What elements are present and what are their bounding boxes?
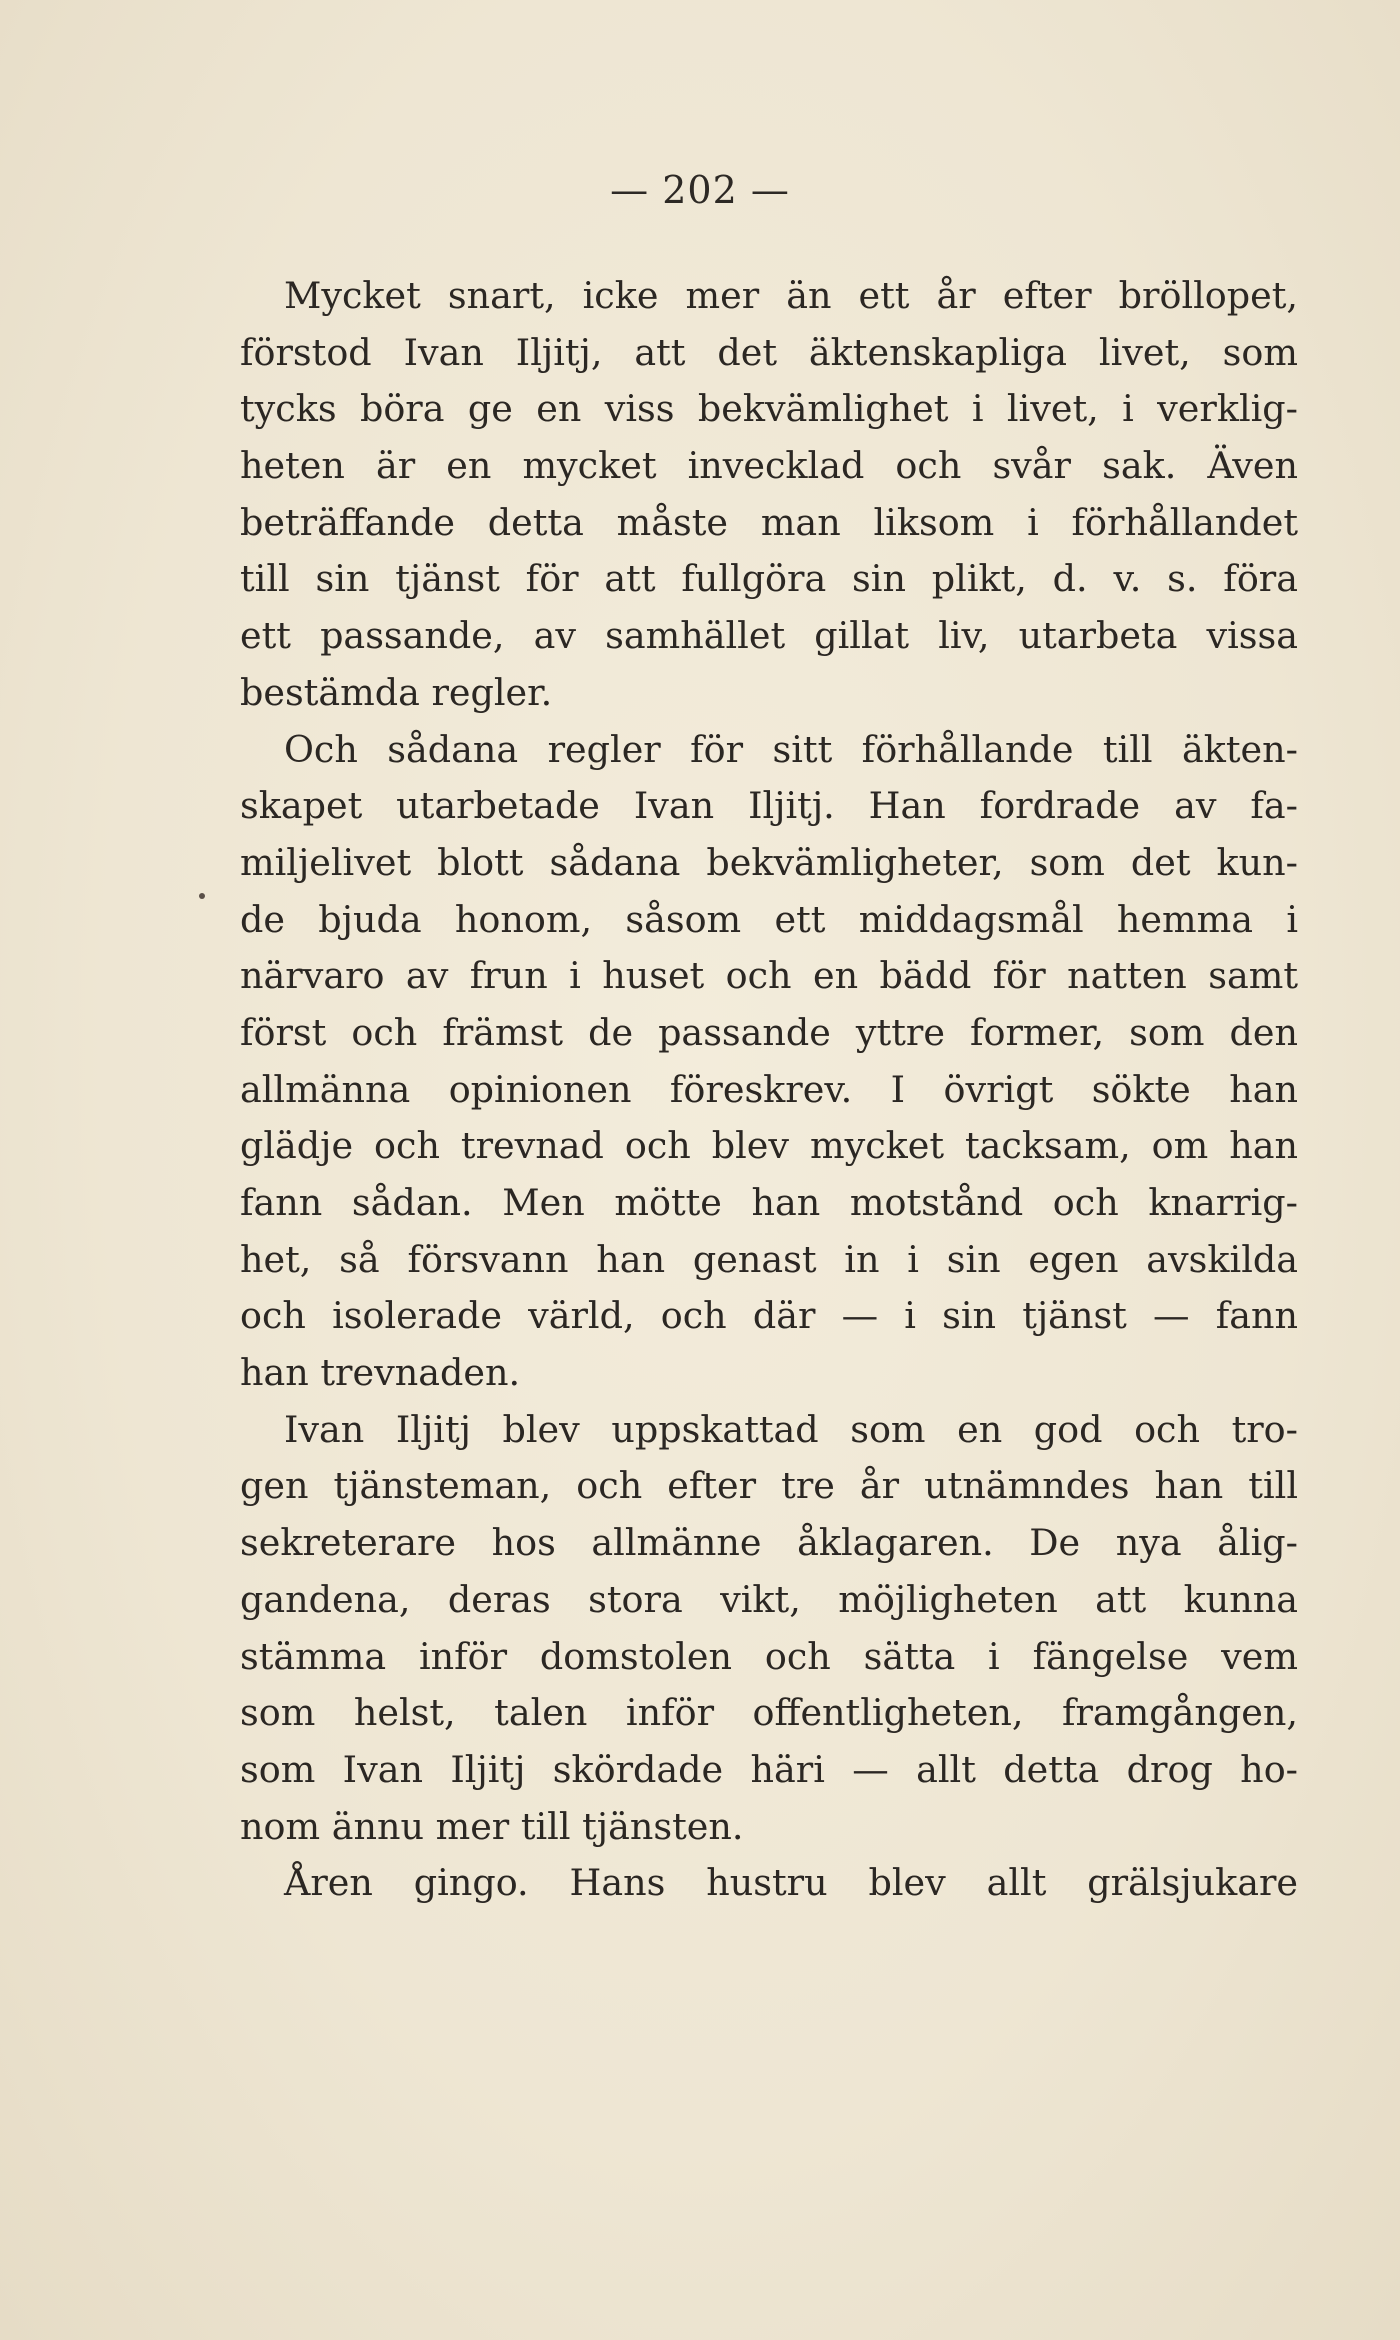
text-line: Ivan Iljitj blev uppskattad som en god och tro- <box>284 1407 1298 1451</box>
text-line: de bjuda honom, såsom ett middagsmål hemma i <box>240 897 1298 941</box>
text-line: nom ännu mer till tjänsten. <box>240 1804 744 1848</box>
text-line: han trevnaden. <box>240 1351 521 1395</box>
page-number: — 202 — <box>610 168 790 212</box>
text-line: Och sådana regler för sitt förhållande till äkten- <box>284 727 1298 771</box>
text-line: stämma inför domstolen och sätta i fängelse vem <box>240 1634 1298 1678</box>
text-line: tycks böra ge en viss bekvämlighet i livet, i verklig- <box>240 387 1298 431</box>
text-line: Mycket snart, icke mer än ett år efter bröllopet, <box>284 274 1298 317</box>
text-line: först och främst de passande yttre former, som den <box>240 1010 1298 1054</box>
text-line: sekreterare hos allmänne åklagaren. De nya ålig- <box>240 1521 1298 1565</box>
text-line: och isolerade värld, och där — i sin tjänst — fann <box>240 1294 1298 1338</box>
text-line: gandena, deras stora vikt, möjligheten att kunna <box>240 1577 1298 1621</box>
text-line: till sin tjänst för att fullgöra sin plikt, d. v. s. föra <box>240 557 1298 601</box>
text-line: het, så försvann han genast in i sin egen avskilda <box>240 1237 1298 1281</box>
text-line: fann sådan. Men mötte han motstånd och knarrig- <box>240 1181 1298 1224</box>
text-line: skapet utarbetade Ivan Iljitj. Han fordrade av fa- <box>240 784 1298 828</box>
text-line: närvaro av frun i huset och en bädd för natten samt <box>240 954 1298 998</box>
text-line: som helst, talen inför offentligheten, framgången, <box>240 1691 1298 1735</box>
text-line: förstod Ivan Iljitj, att det äktenskapliga livet, som <box>240 330 1298 374</box>
text-line: ett passande, av samhället gillat liv, utarbeta vissa <box>240 614 1298 658</box>
text-line: Åren gingo. Hans hustru blev allt grälsjukare <box>284 1861 1298 1905</box>
text-line: beträffande detta måste man liksom i förhållandet <box>240 500 1298 544</box>
text-line: allmänna opinionen föreskrev. I övrigt sökte han <box>240 1067 1298 1111</box>
text-line: heten är en mycket invecklad och svår sak. Även <box>240 444 1298 488</box>
text-line: glädje och trevnad och blev mycket tacksam, om han <box>240 1124 1298 1168</box>
text-line: miljelivet blott sådana bekvämligheter, som det kun- <box>240 840 1298 884</box>
text-line: gen tjänsteman, och efter tre år utnämndes han till <box>240 1464 1298 1508</box>
text-line: bestämda regler. <box>240 670 553 714</box>
text-line: som Ivan Iljitj skördade häri — allt detta drog ho- <box>240 1747 1298 1791</box>
ink-speck <box>199 893 205 899</box>
body-text <box>240 268 1298 1912</box>
